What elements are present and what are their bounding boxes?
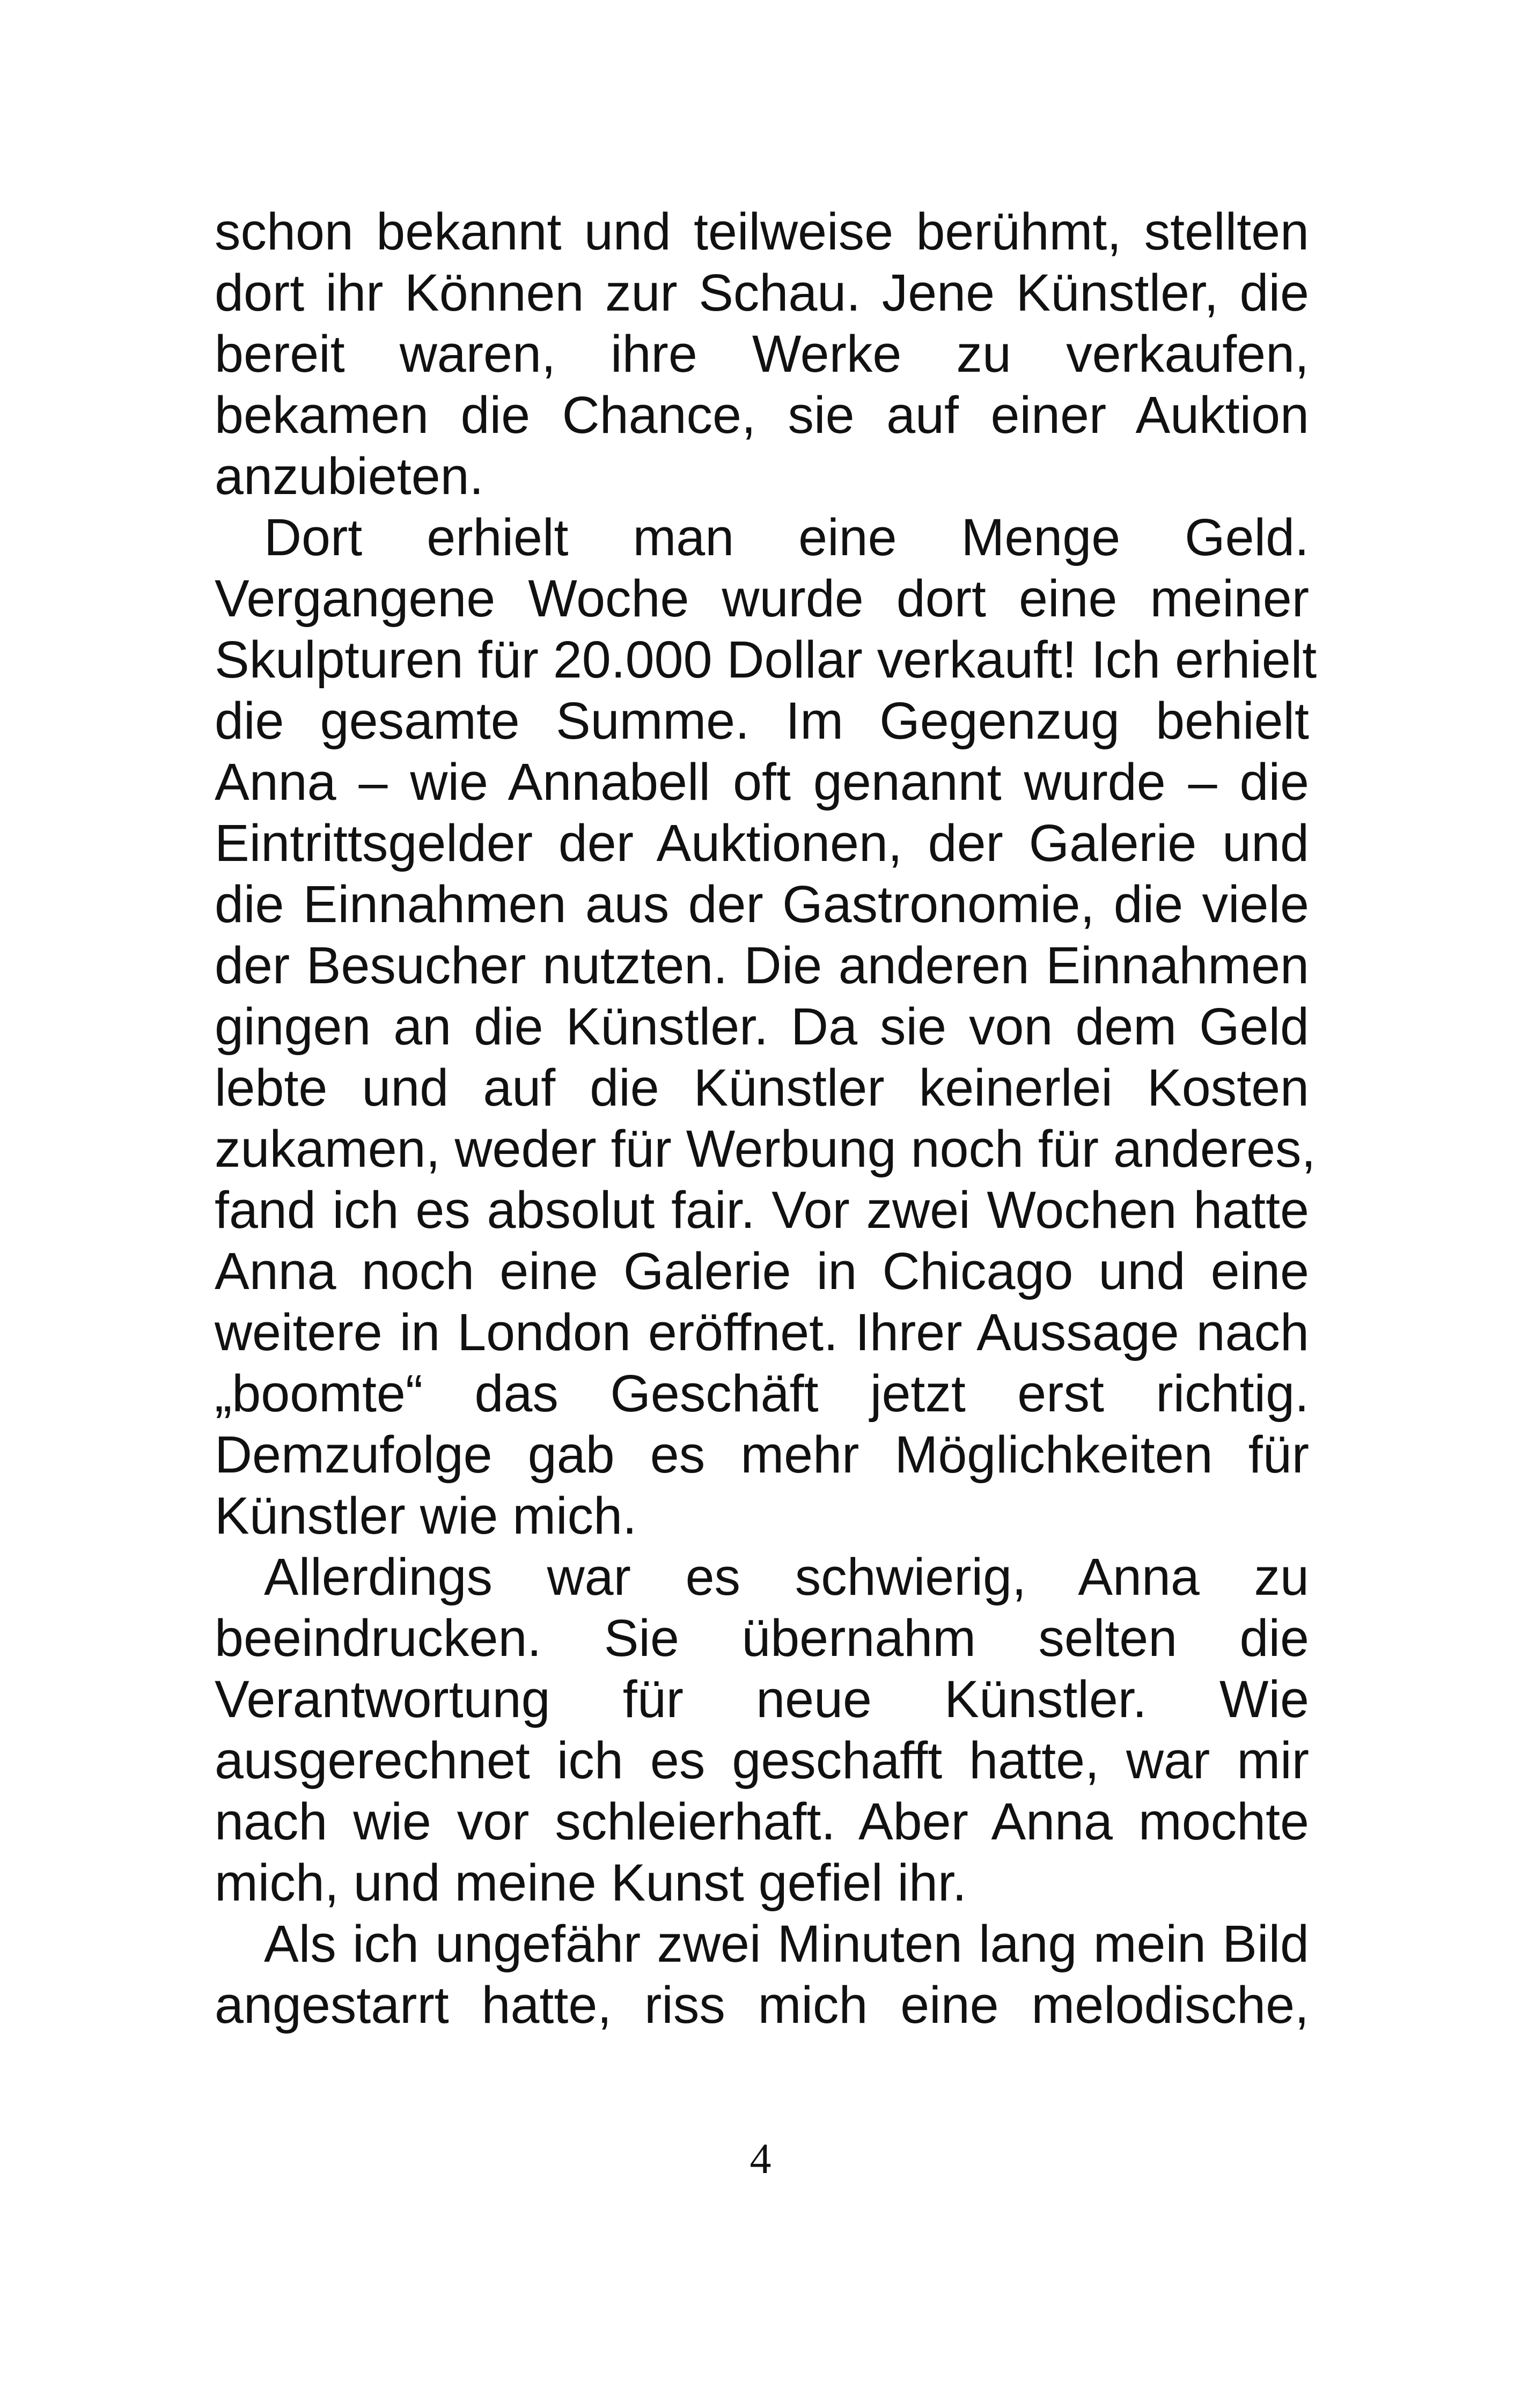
text-line: schon bekannt und teilweise berühmt, stellten bbox=[215, 202, 1309, 261]
text-line: lebte und auf die Künstler keinerlei Kosten bbox=[215, 1058, 1309, 1117]
paragraph-2 bbox=[215, 507, 1317, 1547]
text-line: Anna noch eine Galerie in Chicago und eine bbox=[215, 1242, 1309, 1300]
text-line: Als ich ungefähr zwei Minuten lang mein Bild bbox=[264, 1914, 1309, 1973]
text-line: anzubieten. bbox=[215, 447, 484, 505]
text-line: Künstler wie mich. bbox=[215, 1486, 637, 1545]
text-line: Verantwortung für neue Künstler. Wie bbox=[215, 1670, 1309, 1728]
text-line: nach wie vor schleierhaft. Aber Anna mochte bbox=[215, 1792, 1309, 1851]
text-line: die Einnahmen aus der Gastronomie, die viele bbox=[215, 875, 1309, 933]
paragraph-3 bbox=[215, 1547, 1309, 1913]
text-line: Allerdings war es schwierig, Anna zu bbox=[264, 1548, 1309, 1606]
text-line: Skulpturen für 20.000 Dollar verkauft! Ich erhielt bbox=[215, 630, 1317, 689]
paragraph-1 bbox=[215, 201, 1309, 507]
text-line: weitere in London eröffnet. Ihrer Aussage nach bbox=[215, 1303, 1309, 1361]
text-line: zukamen, weder für Werbung noch für anderes, bbox=[215, 1120, 1316, 1178]
text-line: der Besucher nutzten. Die anderen Einnahmen bbox=[215, 936, 1309, 995]
text-line: bereit waren, ihre Werke zu verkaufen, bbox=[215, 325, 1309, 383]
text-line: bekamen die Chance, sie auf einer Auktion bbox=[215, 386, 1309, 444]
text-line: fand ich es absolut fair. Vor zwei Wochen hatte bbox=[215, 1181, 1309, 1239]
text-line: beeindrucken. Sie übernahm selten die bbox=[215, 1609, 1309, 1667]
text-line: angestarrt hatte, riss mich eine melodische, bbox=[215, 1976, 1309, 2034]
text-line: Anna – wie Annabell oft genannt wurde – die bbox=[215, 753, 1309, 811]
text-line: gingen an die Künstler. Da sie von dem Geld bbox=[215, 997, 1309, 1056]
text-line: dort ihr Können zur Schau. Jene Künstler, die bbox=[215, 263, 1309, 322]
text-line: Demzufolge gab es mehr Möglichkeiten für bbox=[215, 1425, 1309, 1484]
text-line: ausgerechnet ich es geschafft hatte, war mir bbox=[215, 1731, 1309, 1790]
text-line: Vergangene Woche wurde dort eine meiner bbox=[215, 569, 1309, 628]
page-number: 4 bbox=[750, 2135, 771, 2183]
body-text bbox=[215, 201, 1317, 2036]
text-line: Eintrittsgelder der Auktionen, der Galerie und bbox=[215, 814, 1309, 872]
text-line: mich, und meine Kunst gefiel ihr. bbox=[215, 1853, 967, 1912]
text-line: „boomte“ das Geschäft jetzt erst richtig. bbox=[215, 1364, 1309, 1423]
paragraph-4 bbox=[215, 1913, 1309, 2036]
text-line: Dort erhielt man eine Menge Geld. bbox=[264, 508, 1309, 566]
text-line: die gesamte Summe. Im Gegenzug behielt bbox=[215, 691, 1309, 750]
